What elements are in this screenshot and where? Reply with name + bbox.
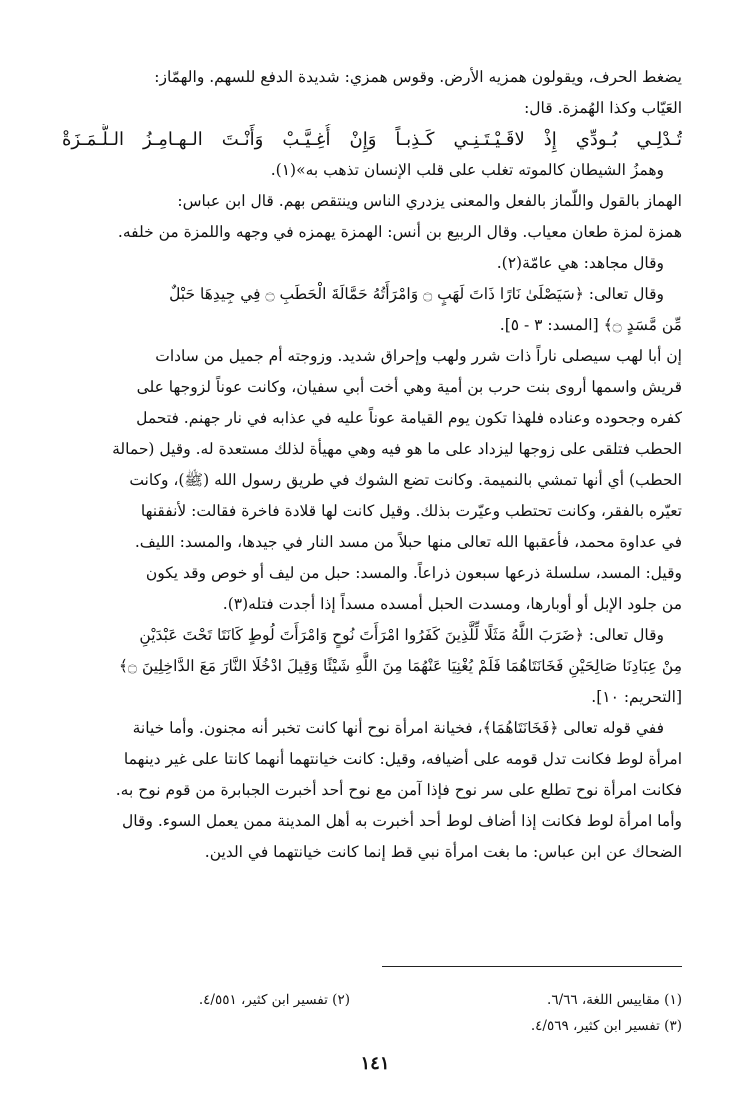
text-line: الحطب) أي أنها تمشي بالنميمة. وكانت تضع الشوك في طريق رسول الله (ﷺ)، وكانت [129,471,682,489]
text-line: الضحاك عن ابن عباس: ما بغت امرأة نبي قط إنما كانت خيانتهما في الدين. [204,843,682,861]
text-line: إن أبا لهب سيصلى ناراً ذات شرر ولهب وإحراق شديد. وزوجته أم جميل من سادات [155,347,682,365]
text-line: تعيّره بالفقر، وكانت تحتطب وعيّرت بذلك. وقيل كانت لها قلادة فاخرة فقالت: لأنفقنها [140,502,682,520]
footnote-3: (٣) تفسير ابن كثير، ٤/٥٦٩. [530,1018,682,1034]
text-line: قريش واسمها أروى بنت حرب بن أمية وهي أخت أبي سفيان، وكانت عوناً لزوجها على [136,378,682,396]
page-number: ١٤١ [360,1053,390,1074]
text-line: يضغط الحرف، ويقولون همزيه الأرض. وقوس همزي: شديدة الدفع للسهم. والهمّاز: [154,68,682,86]
footnote-divider [382,966,682,967]
footnote-2: (٢) تفسير ابن كثير، ٤/٥٥١. [198,992,350,1008]
quran-verse-line: مِنْ عِبَادِنَا صَالِحَيْنِ فَخَانَتَاهُمَا فَلَمْ يُغْنِيَا عَنْهُمَا مِنَ اللَّهِ شَيْئًا وَقِيلَ ادْخُلَا النَّارَ مَعَ الدَّاخِلِينَ ۝﴾ [118,657,682,675]
text-line: وهمزُ الشيطان كالموته تغلب على قلب الإنسان تذهب به»(١). [270,161,664,179]
quran-verse-line: وقال تعالى: ﴿ضَرَبَ اللَّهُ مَثَلًا لِّلَّذِينَ كَفَرُوا امْرَأَتَ نُوحٍ وَامْرَأَتَ لُوطٍ كَانَتَا تَحْتَ عَبْدَيْنِ [139,626,664,644]
text-line: همزة لمزة طعان معياب. وقال الربيع بن أنس: الهمزة يهمزه في وجهه واللمزة من خلفه. [117,223,682,241]
quran-verse-line: مِّن مَّسَدٍ ۝﴾ [المسد: ٣ - ٥]. [499,316,682,334]
text-line: كفره وجحوده وعناده فلهذا تكون يوم القيامة عوناً عليه في عذابه في نار جهنم. فتحمل [136,409,682,427]
text-line: العَيّاب وكذا الهُمزة. قال: [524,99,682,117]
text-line: ففي قوله تعالى ﴿فَخَانَتَاهُمَا﴾، فخيانة امرأة نوح أنها كانت تخبر أنه مجنون. وأما خيانة [132,719,664,737]
text-line: الحطب فتلقى على زوجها ليزداد على ما هو فيه وهي مهيأة لذلك مستعدة له. وقيل (حمالة [112,440,682,458]
text-line: الهماز بالقول واللّماز بالفعل والمعنى يزدري الناس وينتقص بهم. قال ابن عباس: [177,192,682,210]
text-line: وقال مجاهد: هي عامّة(٢). [496,254,664,272]
poetry-verse: تُـدْلِـي بُـودِّي إِذْ لاقَـيْـتَـنِـي كَـذِبـاً وَإِنْ أُغِـيَّـبْ وَأَنْـتَ الـهـامِـزُ الـلُّـمَـزَةْ [62,129,682,150]
text-line: وأما امرأة لوط فكانت إذا أضاف لوط أحد أخبرت به أهل المدينة ممن يعمل السوء. وقال [122,812,682,830]
text-line: وقيل: المسد، سلسلة ذرعها سبعون ذراعاً. والمسد: حبل من ليف أو خوص وقد يكون [145,564,682,582]
text-line: امرأة لوط فكانت تدل قومه على أضيافه، وقيل: كانت خيانتهما أنهما كانتا على غير دينهما [123,750,682,768]
text-line: في عداوة محمد، فأعقبها الله تعالى منها حبلاً من مسد النار في جيدها، والمسد: الليف. [134,533,682,551]
text-line: من جلود الإبل أو أوبارها، ومسدت الحبل أمسده مسداً إذا أجدت فتله(٣). [222,595,682,613]
text-line: فكانت امرأة نوح تطلع على سر نوح فإذا آمن مع نوح أحد أخبرت الجبابرة من قوم نوح به. [115,781,682,799]
footnote-1: (١) مقاييس اللغة، ٦/٦٦. [547,992,682,1008]
quran-verse-line: وقال تعالى: ﴿سَيَصْلَىٰ نَارًا ذَاتَ لَهَبٍ ۝ وَامْرَأَتُهُ حَمَّالَةَ الْحَطَبِ ۝ فِي جِيدِهَا حَبْلٌ [169,285,664,303]
text-line: [التحريم: ١٠]. [591,688,682,706]
main-text [62,62,682,868]
